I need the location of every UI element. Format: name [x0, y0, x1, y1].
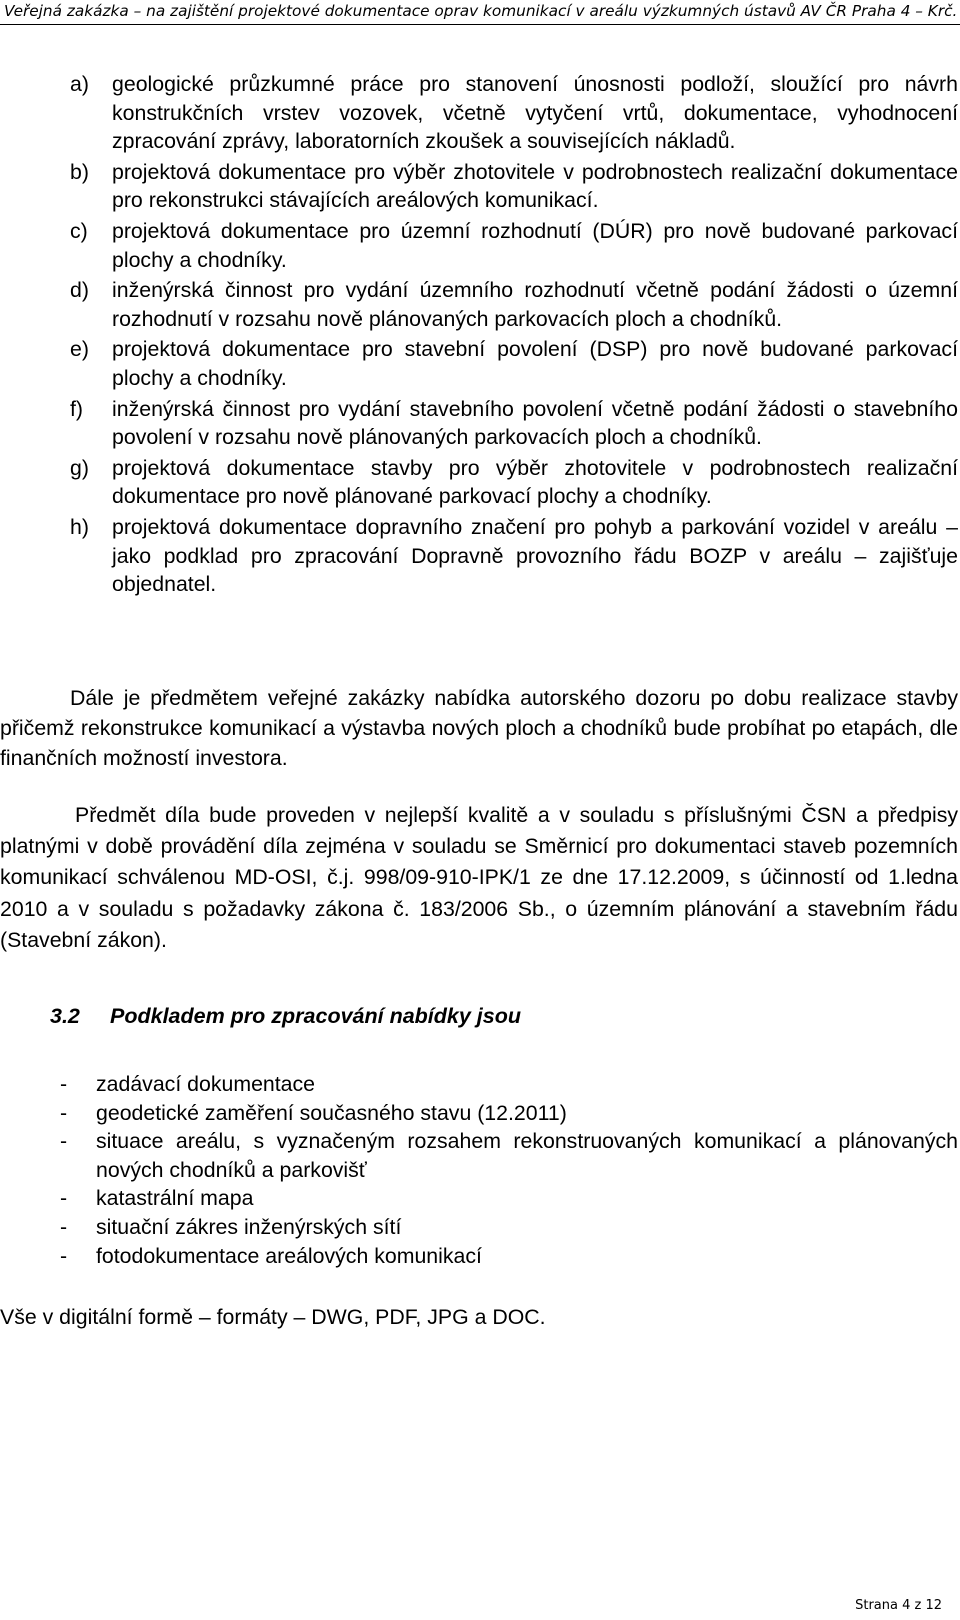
list-item-text: geodetické zaměření současného stavu (12.2011) [96, 1100, 567, 1125]
list-dash: - [60, 1243, 68, 1268]
list-item [60, 1184, 958, 1213]
list-item-text: situace areálu, s vyznačeným rozsahem rekonstruovaných komunikací a plánovaných nových chodníků a parkovišť [96, 1129, 958, 1182]
list-item-text: projektová dokumentace pro územní rozhodnutí (DÚR) pro nově budované parkovací plochy a chodníky. [112, 218, 958, 272]
list-dash: - [60, 1129, 68, 1154]
list-dash: - [60, 1186, 68, 1211]
list-item [70, 454, 958, 511]
list-dash: - [60, 1072, 68, 1096]
header-divider [0, 24, 960, 25]
running-header: Veřejná zakázka – na zajištění projektové dokumentace oprav komunikací v areálu výzkumných ústavů AV ČR Praha 4 – Krč. [4, 2, 958, 20]
list-item-text: situační zákres inženýrských sítí [96, 1214, 402, 1239]
list-item-text: projektová dokumentace stavby pro výběr zhotovitele v podrobnostech realizační dokumentace pro nově plánované parkovací plochy a chodníky. [112, 455, 958, 509]
section-heading [50, 1004, 521, 1029]
list-marker: b) [70, 159, 89, 184]
list-marker: g) [70, 455, 89, 480]
paragraph-author-supervision: Dále je předmětem veřejné zakázky nabídka autorského dozoru po dobu realizace stavby přičemž rekonstrukce komunikací a výstavba nových ploch a chodníků bude probíhat po etapách, dle finančních možností investora. [0, 686, 958, 770]
list-item-text: inženýrská činnost pro vydání stavebního povolení včetně podání žádosti o stavebního povolení v rozsahu nově plánovaných parkovacích ploch a chodníků. [112, 396, 958, 450]
list-marker: c) [70, 218, 88, 243]
list-dash: - [60, 1100, 68, 1125]
section-title: Podkladem pro zpracování nabídky jsou [110, 1004, 521, 1028]
page-number: Strana 4 z 12 [855, 1598, 942, 1613]
list-item [70, 276, 958, 333]
list-marker: d) [70, 278, 89, 303]
list-item [70, 217, 958, 274]
list-marker: a) [70, 72, 89, 96]
list-marker: h) [70, 514, 89, 539]
section-number: 3.2 [50, 1004, 80, 1028]
list-marker: f) [70, 396, 84, 421]
list-item [70, 513, 958, 599]
list-item [70, 335, 958, 392]
list-item-text: katastrální mapa [96, 1186, 254, 1211]
list-item-text: projektová dokumentace dopravního značení pro pohyb a parkování vozidel v areálu – jako podklad pro zpracování Dopravně provozního řádu BOZP v areálu – zajišťuje objednatel. [112, 514, 958, 597]
list-item [60, 1213, 958, 1242]
documents-list [60, 1070, 958, 1270]
list-item [60, 1127, 958, 1184]
list-item-text: projektová dokumentace pro stavební povolení (DSP) pro nově budované parkovací plochy a chodníky. [112, 337, 958, 390]
list-marker: e) [70, 337, 89, 362]
list-item-text: fotodokumentace areálových komunikací [96, 1243, 482, 1268]
list-item [70, 158, 958, 215]
paragraph-quality-standards: Předmět díla bude proveden v nejlepší kvalitě a v souladu s příslušnými ČSN a předpisy platnými v době provádění díla zejména v souladu se Směrnicí pro dokumentaci staveb pozemních komunikací schválenou MD-OSI, č.j. 998/09-910-IPK/1 ze dne 17.12.2009, s účinností od 1.ledna 2010 a v souladu s požadavky zákona č. 183/2006 Sb., o územním plánování a stavebním řádu (Stavební zákon). [0, 803, 958, 952]
list-item [60, 1099, 958, 1128]
list-item [60, 1070, 958, 1099]
list-item [70, 70, 958, 156]
list-item [70, 395, 958, 452]
list-item-text: geologické průzkumné práce pro stanovení únosnosti podloží, sloužící pro návrh konstrukčních vrstev vozovek, včetně vytyčení vrtů, dokumentace, vyhodnocení zpracování zprávy, laboratorních zkoušek a souvisejících nákladů. [112, 72, 958, 154]
list-item-text: inženýrská činnost pro vydání územního rozhodnutí včetně podání žádosti o územní rozhodnutí v rozsahu nově plánovaných parkovacích ploch a chodníků. [112, 278, 958, 331]
scope-list [70, 70, 958, 599]
formats-note: Vše v digitální formě – formáty – DWG, PDF, JPG a DOC. [0, 1305, 546, 1329]
list-item-text: projektová dokumentace pro výběr zhotovitele v podrobnostech realizační dokumentace pro rekonstrukci stávajících areálových komunikací. [112, 159, 958, 213]
list-item [60, 1242, 958, 1271]
list-dash: - [60, 1214, 68, 1239]
list-item-text: zadávací dokumentace [96, 1072, 316, 1096]
